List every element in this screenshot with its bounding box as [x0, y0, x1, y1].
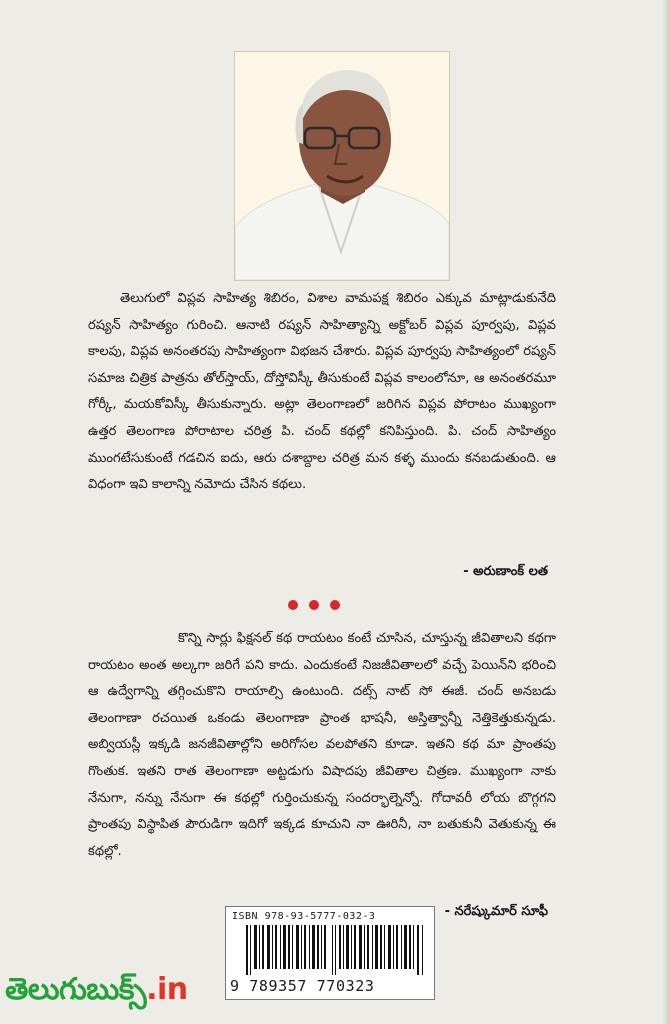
review-signature-2: - నరేష్కుమార్ సూఫీ — [444, 904, 548, 919]
review-signature-1: - అరుణాంక్ లత — [463, 564, 548, 579]
barcode-digits: 9 789357 770323 — [230, 977, 375, 995]
barcode-bars — [246, 925, 426, 975]
isbn-label: ISBN 978-93-5777-032-3 — [232, 911, 376, 922]
publisher-logo-domain: .in — [146, 972, 188, 1007]
publisher-logo[interactable] — [5, 972, 188, 1014]
separator-dot — [288, 600, 298, 610]
separator-dot — [330, 600, 340, 610]
publisher-logo-text: తెలుగుబుక్స్ — [5, 972, 147, 1007]
author-photo — [234, 51, 450, 281]
review-paragraph-2: కొన్ని సార్లు ఫిక్షనల్ కథ రాయటం కంటే చూసిన, చూస్తున్న జీవితాలని కథగా రాయటం అంత అల్కగా జరిగే పని కాదు. ఎందుకంటే నిజజీవితాలలో వచ్చే పెయిన్‌ని భరించి ఆ ఉద్వేగాన్ని తగ్గించుకొని రాయాల్సి ఉంటుంది. దట్స్ నాట్ సో ఈజీ. చంద్ అనబడు తెలంగాణా రచయిత ఒకండు తెలంగాణా ప్రాంత భాషనీ, అస్తిత్వాన్నీ నెత్తికెత్తుకున్నడు. అబ్వియస్లీ ఇక్కడి జనజీవితాల్లోని అరిగోసల వలపోతని కూడా. ఇతని కథ మా ప్రాంతపు గొంతుక. ఇతని రాత తెలంగాణా అట్టడుగు విషాదపు జీవితాల చిత్రణ. ముఖ్యంగా నాకు నేనుగా, నన్ను నేనుగా ఈ కథల్లో గుర్తించుకున్న సందర్భాల్నెన్నో. గోదావరీ లోయ బొగ్గగని ప్రాంతపు విస్థాపిత పౌరుడిగా ఇదిగో ఇక్కడ కూచుని నా ఊరినీ, నా బతుకునీ వెతుకున్న ఈ కథల్లో. — [88, 631, 556, 859]
isbn-barcode — [225, 906, 435, 1000]
review-paragraph-1: తెలుగులో విప్లవ సాహిత్య శిబిరం, విశాల వామపక్ష శిబిరం ఎక్కువ మాట్లాడుకునేది రష్యన్ సాహిత్యం గురించి. ఆనాటి రష్యన్ సాహిత్యాన్ని అక్టోబర్ విప్లవ పూర్వపు, విప్లవ కాలపు, విప్లవ అనంతరపు సాహిత్యంగా విభజన చేశారు. విప్లవ పూర్వపు సాహిత్యంలో రష్యన్ సమాజ చిత్రిక పాత్రను తోల్‌స్తాయ్, దోస్తోవిస్కీ తీసుకుంటే విప్లవ కాలంలోనూ, ఆ అనంతరమూ గోర్కీ, మయకోవిస్కీ తీసుకున్నారు. అట్లా తెలంగాణలో జరిగిన విప్లవ పోరాటం ముఖ్యంగా ఉత్తర తెలంగాణ పోరాటాల చరిత్ర పి. చంద్ కథల్లో కనిపిస్తుంది. పి. చంద్ సాహిత్యం ముంగటేసుకుంటే గడచిన ఐదు, ఆరు దశాబ్దాల చరిత్ర మన కళ్ళ ముందు కనబడుతుంది. ఆ విధంగా ఇవి కాలాన్ని నమోదు చేసిన కథలు. — [88, 291, 556, 493]
page-edge-shadow — [662, 0, 670, 1024]
separator-dot — [309, 600, 319, 610]
section-separator-dots — [288, 600, 348, 614]
